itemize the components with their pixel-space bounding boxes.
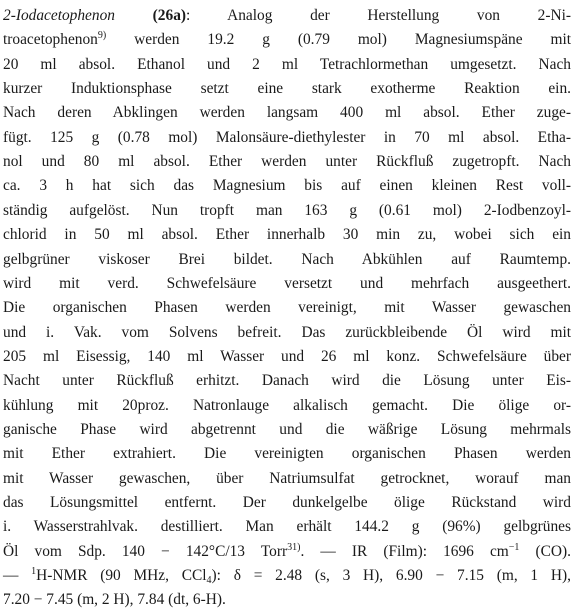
- text-segment: 7.20 − 7.45 (m, 2 H), 7.84 (dt, 6-H).: [3, 591, 226, 609]
- text-line: [3, 29, 571, 51]
- text-segment: kühlung mit 20proz. Natronlauge alkalisch gemacht. Die ölige or-: [3, 396, 571, 414]
- text-segment: und i. Vak. vom Solvens befreit. Das zurückbleibende Öl wird mit: [3, 323, 571, 341]
- text-line: [3, 589, 571, 611]
- text-segment: H-NMR (90 MHz, CCl: [36, 567, 207, 585]
- superscript: 1: [31, 566, 37, 578]
- text-segment: 20 ml absol. Ethanol und 2 ml Tetrachlormethan umgesetzt. Nach: [3, 55, 571, 73]
- text-line: [3, 78, 571, 100]
- compound-name: 2-Iodacetophenon: [3, 7, 115, 24]
- text-line: [3, 492, 571, 514]
- text-line: [3, 395, 571, 417]
- text-line: [3, 249, 571, 271]
- text-line: [3, 5, 571, 27]
- text-line: [3, 419, 571, 441]
- text-segment: Nacht unter Rückfluß erhitzt. Danach wird die Lösung unter Eis-: [3, 372, 571, 390]
- text-line: [3, 468, 571, 490]
- text-segment: ganische Phase wird abgetrennt und die wäßrige Lösung mehrmals: [3, 420, 571, 438]
- text-segment: —: [3, 567, 32, 585]
- text-segment: das Lösungsmittel entfernt. Der dunkelgelbe ölige Rückstand wird: [3, 494, 571, 511]
- text-line: [3, 127, 571, 149]
- text-line: [3, 443, 571, 465]
- text-segment: werden 19.2 g (0.79 mol) Magnesiumspäne mit: [106, 31, 571, 49]
- text-line: [3, 322, 571, 344]
- paper-page: [3, 3, 571, 609]
- text-line: [3, 565, 571, 587]
- text-line: [3, 151, 571, 173]
- text-line: [3, 54, 571, 76]
- text-line: [3, 224, 571, 246]
- text-segment: i. Wasserstrahlvak. destilliert. Man erhält 144.2 g (96%) gelbgrünes: [3, 518, 571, 536]
- text-segment: (CO).: [519, 542, 572, 560]
- compound-number: (26a): [152, 7, 187, 24]
- text-segment: Die organischen Phasen werden vereinigt, mit Wasser gewaschen: [3, 299, 571, 317]
- text-segment: wird mit verd. Schwefelsäure versetzt und mehrfach ausgeethert.: [3, 274, 571, 292]
- text-line: [3, 541, 571, 563]
- superscript: −1: [508, 541, 520, 553]
- text-line: [3, 273, 571, 295]
- subscript: 4: [206, 575, 212, 587]
- text-line: [3, 297, 571, 319]
- text-segment: : Analog der Herstellung von 2-Ni-: [186, 7, 571, 24]
- superscript: 31): [287, 541, 301, 553]
- text-segment: nol und 80 ml absol. Ether werden unter Rückfluß zugetropft. Nach: [3, 153, 571, 171]
- text-segment: kurzer Induktionsphase setzt eine stark exotherme Reaktion ein.: [3, 80, 571, 98]
- text-segment: chlorid in 50 ml absol. Ether innerhalb 30 min zu, wobei sich ein: [3, 226, 571, 244]
- text-segment: Nach deren Abklingen werden langsam 400 ml absol. Ether zuge-: [3, 104, 571, 122]
- text-segment: ständig aufgelöst. Nun tropft man 163 g (0.61 mol) 2-Iodbenzoyl-: [3, 201, 571, 219]
- text-segment: ca. 3 h hat sich das Magnesium bis auf einen kleinen Rest voll-: [3, 177, 571, 195]
- text-segment: mit Ether extrahiert. Die vereinigten organischen Phasen werden: [3, 445, 571, 463]
- text-segment: [115, 7, 153, 24]
- text-segment: gelbgrüner viskoser Brei bildet. Nach Abkühlen auf Raumtemp.: [3, 250, 571, 268]
- text-segment: 205 ml Eisessig, 140 ml Wasser und 26 ml konz. Schwefelsäure über: [3, 347, 571, 365]
- text-segment: ): δ = 2.48 (s, 3 H), 6.90 − 7.15 (m, 1 H),: [211, 567, 571, 585]
- superscript: 9): [97, 30, 107, 42]
- text-segment: troacetophenon: [3, 31, 98, 49]
- text-segment: mit Wasser gewaschen, über Natriumsulfat getrocknet, worauf man: [3, 469, 571, 487]
- text-line: [3, 516, 571, 538]
- text-line: [3, 200, 571, 222]
- text-segment: Öl vom Sdp. 140 − 142°C/13 Torr: [3, 542, 288, 560]
- text-line: [3, 370, 571, 392]
- text-line: [3, 346, 571, 368]
- text-line: [3, 175, 571, 197]
- text-segment: fügt. 125 g (0.78 mol) Malonsäure-diethylester in 70 ml absol. Etha-: [3, 128, 571, 146]
- text-line: [3, 102, 571, 124]
- text-segment: . — IR (Film): 1696 cm: [300, 542, 509, 560]
